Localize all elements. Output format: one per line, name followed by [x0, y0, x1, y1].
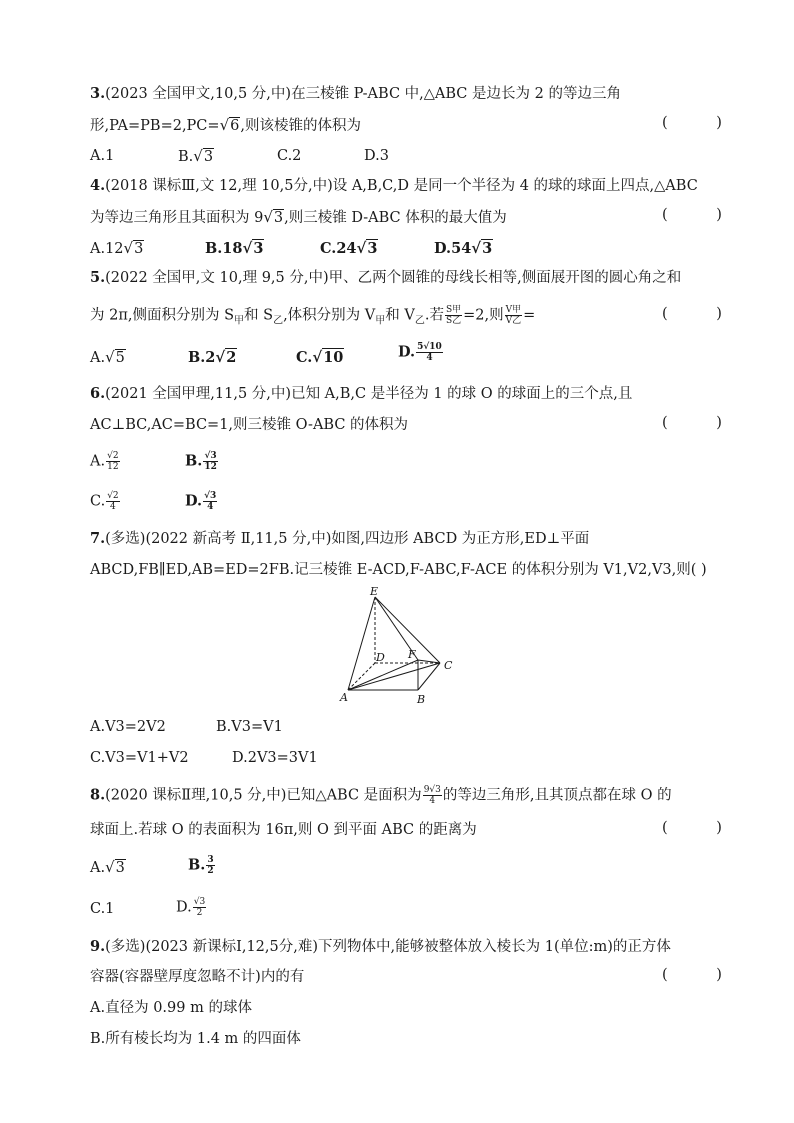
q3-sqrt: √6	[219, 116, 240, 134]
q7-option-a[interactable]: A.V3=2V2	[90, 719, 166, 735]
q8-line2: 球面上.若球 O 的表面积为 16π,则 O 到平面 ABC 的距离为	[90, 822, 477, 838]
q9-stem-1: (多选)(2023 新课标Ⅰ,12,5分,难)下列物体中,能够被整体放入棱长为 1(单位:m)的正方体	[105, 939, 671, 955]
figure-label-e: E	[370, 585, 379, 598]
q4-number: 4.	[90, 177, 106, 194]
q8-fraction: $\frac{9√3}{4}$	[423, 785, 441, 806]
q9-line2: 容器(容器壁厚度忽略不计)内的有	[90, 969, 305, 985]
q4-line1	[90, 176, 698, 196]
q5-fraction-s: $\frac{\text{S甲}}{\text{S乙}}$	[445, 305, 462, 326]
q3-line1	[90, 84, 621, 104]
q4-option-b[interactable]: B.18√3	[205, 239, 264, 257]
q5-number: 5.	[90, 269, 106, 286]
q4-line2: 为等边三角形且其面积为 9√3,则三棱锥 D-ABC 体积的最大值为	[90, 208, 507, 226]
q5-option-b[interactable]: B.2√2	[188, 348, 237, 366]
q6-line2: AC⊥BC,AC=BC=1,则三棱锥 O-ABC 的体积为	[90, 417, 409, 433]
q7-option-d[interactable]: D.2V3=3V1	[232, 750, 318, 766]
figure-label-f: F	[408, 648, 416, 661]
q7-line2: ABCD,FB∥ED,AB=ED=2FB.记三棱锥 E-ACD,F-ABC,F-ACE 的体积分别为 V1,V2,V3,则( )	[90, 562, 707, 578]
q5-option-d[interactable]: D. $\frac{5√10}{4}$	[398, 342, 442, 363]
q3-option-c[interactable]: C.2	[277, 148, 302, 164]
q3-number: 3.	[90, 85, 106, 102]
q8-option-b[interactable]: B. $\frac{3}{2}$	[188, 855, 214, 876]
q3-stem-1: (2023 全国甲文,10,5 分,中)在三棱锥 P-ABC 中,△ABC 是边长为 2 的等边三角	[105, 86, 621, 102]
q6-line1	[90, 384, 632, 404]
q4-option-a[interactable]: A.12√3	[90, 239, 144, 257]
q6-option-a[interactable]: A. $\frac{√2}{12}$	[90, 451, 119, 472]
figure-label-d: D	[376, 651, 385, 664]
q4-option-c[interactable]: C.24√3	[320, 239, 378, 257]
q9-option-b[interactable]: B.所有棱长均为 1.4 m 的四面体	[90, 1031, 301, 1047]
q5-stem-1: (2022 全国甲,文 10,理 9,5 分,中)甲、乙两个圆锥的母线长相等,侧面展开图的圆心角之和	[105, 270, 682, 286]
q5-fraction-v: $\frac{\text{V甲}}{\text{V乙}}$	[505, 305, 522, 326]
q4-option-d[interactable]: D.54√3	[434, 239, 493, 257]
q3-answer-paren[interactable]: ( )	[662, 115, 744, 131]
figure-label-b: B	[417, 693, 426, 706]
q5-option-c[interactable]: C.√10	[296, 348, 344, 366]
q7-option-b[interactable]: B.V3=V1	[216, 719, 283, 735]
q8-option-a[interactable]: A.√3	[90, 858, 125, 876]
q8-number: 8.	[90, 786, 106, 804]
q6-option-c[interactable]: C. $\frac{√2}{4}$	[90, 491, 119, 512]
q3-stem-2a: 形,PA=PB=2,PC=	[90, 118, 220, 134]
q5-answer-paren[interactable]: ( )	[662, 306, 744, 322]
q8-option-c[interactable]: C.1	[90, 901, 115, 917]
q3-line2	[90, 115, 361, 136]
q3-option-b[interactable]: B.√3	[178, 147, 214, 165]
q3-option-d[interactable]: D.3	[364, 148, 389, 164]
q3-stem-2b: ,则该棱锥的体积为	[240, 118, 361, 134]
q6-answer-paren[interactable]: ( )	[662, 415, 744, 431]
q9-line1	[90, 937, 671, 957]
q9-answer-paren[interactable]: ( )	[662, 967, 744, 983]
figure-label-a: A	[340, 691, 348, 704]
q6-option-d[interactable]: D. $\frac{√3}{4}$	[185, 491, 217, 512]
q4-stem-1: (2018 课标Ⅲ,文 12,理 10,5分,中)设 A,B,C,D 是同一个半径为 4 的球的球面上四点,△ABC	[105, 178, 698, 194]
q9-number: 9.	[90, 938, 106, 955]
q5-option-a[interactable]: A.√5	[90, 348, 125, 366]
q3-option-a[interactable]: A.1	[90, 148, 115, 164]
q8-answer-paren[interactable]: ( )	[662, 820, 744, 836]
q9-option-a[interactable]: A.直径为 0.99 m 的球体	[90, 1000, 252, 1016]
q6-stem-1: (2021 全国甲理,11,5 分,中)已知 A,B,C 是半径为 1 的球 O 的球面上的三个点,且	[105, 386, 633, 402]
q4-answer-paren[interactable]: ( )	[662, 207, 744, 223]
q6-number: 6.	[90, 385, 106, 402]
figure-label-c: C	[444, 659, 453, 672]
q8-line1: 8.(2020 课标Ⅱ理,10,5 分,中)已知△ABC 是面积为 $\frac{9√3}{4}$ 的等边三角形,且其顶点都在球 O 的	[90, 785, 672, 806]
q7-line1	[90, 529, 589, 549]
q8-option-d[interactable]: D. $\frac{√3}{2}$	[176, 897, 206, 918]
q7-pyramid-figure	[330, 585, 470, 710]
q7-stem-1: (多选)(2022 新高考 Ⅱ,11,5 分,中)如图,四边形 ABCD 为正方形,ED⊥平面	[105, 531, 590, 547]
q5-line1	[90, 268, 681, 288]
q5-line2: 为 2π,侧面积分别为 $S_甲$和 $S_乙$,体积分别为 $V_甲$和 $V_乙$.若 $\frac{\text{S甲}}{\text{S乙}}$ =2,则 $\frac{\text{V甲}}{\text{V乙}}$ =	[90, 305, 536, 327]
q6-option-b[interactable]: B. $\frac{√3}{12}$	[185, 451, 217, 472]
q7-option-c[interactable]: C.V3=V1+V2	[90, 750, 189, 766]
q7-number: 7.	[90, 530, 106, 547]
